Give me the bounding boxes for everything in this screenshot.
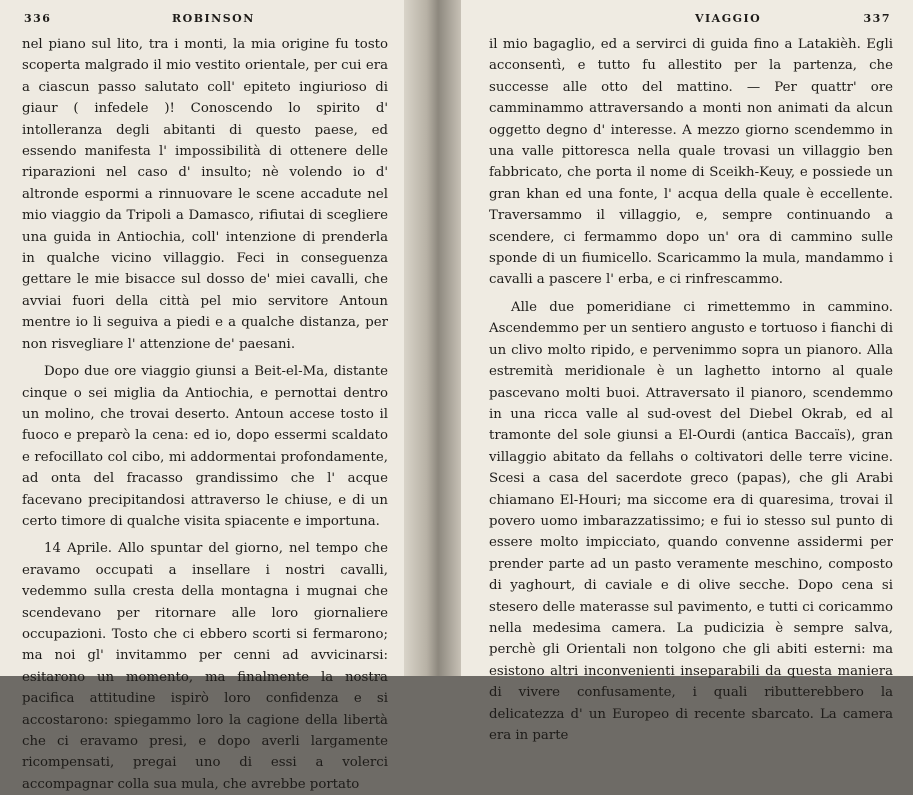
left-page	[0, 0, 404, 792]
right-page	[461, 0, 913, 743]
book-gutter	[404, 0, 461, 676]
left-page-number: 336	[24, 12, 52, 25]
left-paragraph-3: 14 Aprile. Allo spuntar del giorno, nel tempo che eravamo occupati a insellare i nostri cavalli, vedemmo sulla cresta della montagna i mugnai che scendevano per ritornare alle loro giornaliere occupazioni. Tosto che ci ebbero scorti si fermarono; ma noi gl' invitammo per cenni ad avvicinarsi: esitarono un momento, ma finalmente la nostra pacifica attitudine ispirò loro confidenza e si accostarono: spiegammo loro la cagione della libertà che ci eravamo presi, e dopo averli largamente ricompensati, pregai uno di essi a volerci accompagnar colla sua mula, che avrebbe portato	[22, 541, 388, 792]
right-paragraph-2: Alle due pomeridiane ci rimettemmo in cammino. Ascendemmo per un sentiero angusto e tortuoso i fianchi di un clivo molto ripido, e pervenimmo sopra un pianoro. Alla estremità meridionale è un laghetto intorno al quale pascevano molti buoi. Attraversato il pianoro, scendemmo in una ricca valle al sud-ovest del Diebel Okrab, ed al tramonte del sole giunsi a El-Ourdi (antica Baccaïs), gran villaggio abitato da fellahs o coltivatori delle terre vicine. Scesi a casa del sacerdote greco (papas), che gli Arabi chiamano El-Houri; ma siccome era di quaresima, trovai il povero uomo imbarazzatissimo; e fui io stesso sul punto di essere molto impicciato, quando convenne assidermi per prender parte ad un pasto veramente meschino, composto di yaghourt, di caviale e di olive secche. Dopo cena si stesero delle materasse sul pavimento, e tutti ci coricammo nella medesima camera. La pudicizia è sempre salva, perchè gli Orientali non tolgono che gli abiti esterni: ma esistono altri inconvenienti inseparabili da questa maniera di vivere confusamente, i quali ributterebbero la delicatezza d' un Europeo di recente sbarcato. La camera era in parte	[489, 299, 893, 743]
left-page-text	[22, 34, 388, 795]
right-page-text	[489, 34, 893, 746]
left-running-title: ROBINSON	[172, 12, 255, 25]
right-page-number: 337	[863, 12, 891, 25]
right-running-head	[489, 12, 893, 30]
left-paragraph-1: nel piano sul lito, tra i monti, la mia origine fu tosto scoperta malgrado il mio vestito orientale, per cui era a ciascun passo salutato coll' epiteto ingiurioso di giaur ( infedele )! Conoscendo lo spirito d' intolleranza degli abitanti di questo paese, ed essendo manifesta l' impossibilità di ottenere delle riparazioni nel caso d' insulto; nè volendo io d' altronde espormi a rinnuovare le scene accadute nel mio viaggio da Tripoli a Damasco, rifiutai di scegliere una guida in Antiochia, coll' intenzione di prenderla in qualche vicino villaggio. Feci in conseguenza gettare le mie bisacce sul dosso de' miei cavalli, che avviai fuori della città pel mio servitore Antoun mentre io li seguiva a piedi e a qualche distanza, per non risvegliare l' attenzione de' paesani.	[22, 37, 388, 352]
right-paragraph-1: il mio bagaglio, ed a servirci di guida fino a Latakièh. Egli acconsentì, e tutto fu allestito per la partenza, che successe alle otto del mattino. — Per quattr' ore camminammo attraversando a monti non animati da alcun oggetto degno d' interesse. A mezzo giorno scendemmo in una valle pittoresca nella quale trovasi un villaggio ben fabbricato, che porta il nome di Sceikh-Keuy, e possiede un gran khan ed una fonte, l' acqua della quale è eccellente. Traversammo il villaggio, e, sempre continuando a scendere, ci fermammo dopo un' ora di cammino sulle sponde di un fiumicello. Scaricammo la mula, mandammo i cavalli a pascere l' erba, e ci rinfrescammo.	[489, 37, 893, 288]
left-paragraph-2: Dopo due ore viaggio giunsi a Beit-el-Ma, distante cinque o sei miglia da Antiochia, e pernottai dentro un molino, che trovai deserto. Antoun accese tosto il fuoco e preparò la cena: ed io, dopo essermi scaldato e refocillato col cibo, mi addormentai profondamente, ad onta del fracasso grandissimo che l' acque facevano precipitandosi attraverso le chiuse, e di un certo timore di qualche visita spiacente e importuna.	[22, 364, 388, 529]
left-running-head	[22, 12, 388, 30]
right-running-title: VIAGGIO	[695, 12, 762, 25]
